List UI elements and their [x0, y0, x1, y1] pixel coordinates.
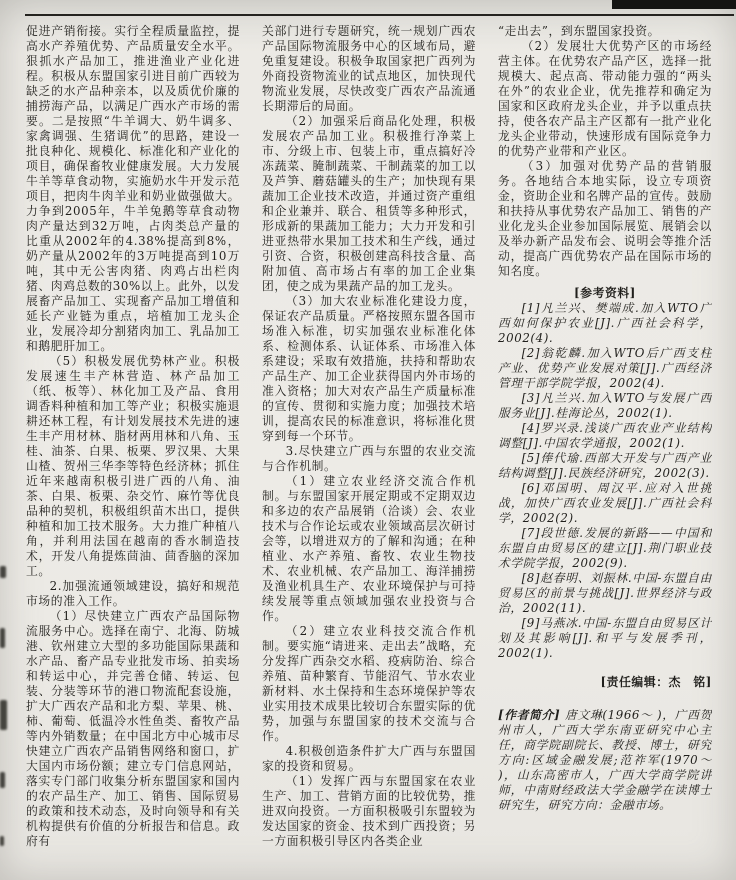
paragraph: （1）建立农业经济交流合作机制。与东盟国家开展定期或不定期双边和多边的农产品展销（洽谈）会、农业技术与合作论坛或农业领域高层次研讨会等，以增进双方的了解和沟通；在种植业、水产养殖、畜牧、农业生物技术、农业机械、农产品加工、海洋捕捞及渔业机具生产、农业环境保护与可持续发展等重点领域加强农业投资与合作。 — [262, 474, 476, 623]
author-bio: [作者简介] 唐文琳(1966～ )，广西贺州市人，广西大学东南亚研究中心主任，商学院副院长、教授、博士，研究方向:区域金融发展;范祚军(1970～ )，山东高密市人，广西大学商学院讲师，中南财经政法大学金融学在读博士研究生，研究方向：金融市场。 — [498, 708, 712, 812]
text-columns — [26, 24, 712, 872]
paragraph-lead: [作者简介] — [498, 708, 566, 722]
column-left — [26, 24, 240, 872]
header-rule — [25, 14, 734, 16]
paragraph: 3.尽快建立广西与东盟的农业交流与合作机制。 — [262, 444, 476, 473]
paragraph: （2）建立农业科技交流合作机制。要实施“请进来、走出去”战略，充分发挥广西杂交水稻、疫病防治、综合养殖、苗种繁育、节能沼气、节水农业新材料、水土保持和生态环境保护等农业实用技术成果比较切合东盟实际的优势，加强与东盟国家的技术交流与合作。 — [262, 624, 476, 743]
paragraph: （5）积极发展优势林产业。积极发展速生丰产林营造、林产品加工（纸、板等）、林化加工及产品、食用调香料种植和加工等产业；积极实施退耕还林工程，有计划发展技术先进的速生丰产用材林、脂材两用林和八角、玉桂、油茶、白果、板栗、罗汉果、大果山楂、贺州三华李等特色经济林；抓住近年来越南积极引进广西的八角、油茶、白果、板栗、杂交竹、麻竹等优良品种的契机，积极组织苗木出口，提供种植和加工技术服务。大力推广种植八角，并利用法国在越南的香水制造技术，开发八角提炼茴油、茴香脑的深加工。 — [26, 354, 240, 578]
column-middle — [262, 24, 476, 872]
scan-artifact — [0, 700, 7, 730]
reference-item: [8]赵春明、刘振林.中国-东盟自由贸易区的前景与挑战[J].世界经济与政治，2002(11). — [498, 571, 712, 615]
editor-line: [责任编辑：杰 铭] — [600, 675, 712, 689]
reference-item: [1]凡兰兴、樊端成.加入WTO广西如何保护农业[J].广西社会科学，2002(4). — [498, 301, 712, 345]
scan-artifact — [0, 836, 4, 846]
paragraph: （2）发展壮大优势产区的市场经营主体。在优势农产品产区，选择一批规模大、起点高、带动能力强的“两头在外”的农业企业，优先推荐和确定为国家和区政府龙头企业，并予以重点扶持，使各农产品主产区都有一批产业化龙头企业带动，快速形成有国际竞争力的优势产业带和产业区。 — [498, 39, 712, 158]
scan-corner-bar — [612, 0, 736, 9]
scan-artifact — [0, 566, 6, 578]
column-right — [498, 24, 712, 872]
scan-artifact — [0, 628, 5, 648]
paragraph: （1）发挥广西与东盟国家在农业生产、加工、营销方面的比较优势，推进双向投资。一方面积极吸引东盟较为发达国家的资金、技术到广西投资；另一方面积极引导区内各类企业 — [262, 774, 476, 848]
paragraph: （2）加强采后商品化处理，积极发展农产品加工业。积极推行净菜上市、分级上市、包装上市，重点搞好冷冻蔬菜、腌制蔬菜、干制蔬菜的加工以及芦笋、蘑菇罐头的生产；加快现有果蔬加工企业技术改造，并通过资产重组和企业兼并、联合、租赁等多种形式，形成新的果蔬加工能力；大力开发和引进亚热带水果加工技术和生产线，通过引资、合资，积极创建高科技含量、高附加值、高市场占有率的加工企业集团，使之成为果蔬产品的加工龙头。 — [262, 114, 476, 293]
reference-item: [7]段世德.发展的新路——中国和东盟自由贸易区的建立[J].荆门职业技术学院学报，2002(9). — [498, 526, 712, 570]
reference-item: [2]翁乾麟.加入WTO后广西支柱产业、优势产业发展对策[J].广西经济管理干部学院学报，2002(4). — [498, 346, 712, 390]
references-heading: [参考资料] — [574, 286, 636, 300]
reference-item: [4]罗兴录.浅谈广西农业产业结构调整[J].中国农学通报，2002(1). — [498, 421, 712, 450]
reference-item: [6]邓国明、周汉平.应对入世挑战，加快广西农业发展[J].广西社会科学，2002(2). — [498, 481, 712, 525]
paragraph: （3）加强对优势产品的营销服务。各地结合本地实际，设立专项资金，资助企业和名牌产品的宣传。鼓励和扶持从事优势农产品加工、销售的产业化龙头企业参加国际展览、展销会以及举办新产品发布会、说明会等推介活动，提高广西优势农产品在国际市场的知名度。 — [498, 159, 712, 278]
paragraph: “走出去”，到东盟国家投资。 — [498, 24, 661, 38]
scan-artifact — [0, 772, 5, 788]
paragraph: 促进产销衔接。实行全程质量监控，提高水产养殖优势、产品质量安全水平。狠抓水产品加工，推进渔业产业化进程。积极从东盟国家引进目前广西较为缺乏的水产品种亲本，以及质优价廉的捕捞海产品，以满足广西水产市场的需要。二是按照“牛羊调大、奶牛调多、家禽调强、生猪调优”的思路，建设一批良种化、规模化、标准化和产业化的项目，确保畜牧业健康发展。大力发展牛羊等草食动物，实施奶水牛开发示范项目，把肉牛肉羊业和奶业做强做大。力争到2005年，牛羊兔鹅等草食动物肉产量达到32万吨，占肉类总产量的比重从2002年的4.38%提高到8%，奶产量从2002年的3万吨提高到10万吨，其中无公害肉猪、肉鸡占出栏肉猪、肉鸡总数的30%以上。此外，以发展畜产品加工、实现畜产品加工增值和延长产业链为重点，培植加工龙头企业，发展冷却分割猪肉加工、乳品加工和鹅肥肝加工。 — [26, 24, 240, 353]
paragraph: 关部门进行专题研究，统一规划广西农产品国际物流服务中心的区域布局，避免重复建设。积极争取国家把广西列为外商投资物流业的试点地区，加快现代物流业发展，尽快改变广西农产品流通长期滞后的局面。 — [262, 24, 476, 113]
reference-item: [3]凡兰兴.加入WTO与发展广西服务业[J].桂海论丛，2002(1). — [498, 391, 712, 420]
reference-item: [5]俸代瑜.西部大开发与广西产业结构调整[J].民族经济研究，2002(3). — [498, 451, 712, 480]
paragraph: （3）加大农业标准化建设力度，保证农产品质量。严格按照东盟各国市场准入标准，切实加强农业标准化体系、检测体系、认证体系、市场准入体系建设；采取有效措施，扶持和帮助农产品生产、加工企业获得国内外市场的准入资格；加大对农产品生产质量标准的宣传、贯彻和实施力度；加强技术培训，提高农民的标准意识，将标准化贯穿到每一个环节。 — [262, 294, 476, 443]
paragraph: 4.积极创造条件扩大广西与东盟国家的投资和贸易。 — [262, 744, 476, 773]
paragraph: （1）尽快建立广西农产品国际物流服务中心。选择在南宁、北海、防城港、钦州建立大型的多功能国际果蔬和水产品、畜产品专业批发市场、拍卖场和转运中心，并完善仓储、转运、包装、分装等环节的港口物流配套设施，扩大广西农产品和北方梨、苹果、桃、柿、葡萄、低温冷水性鱼类、畜牧产品等内外销数量；在中国北方中心城市尽快建立广西农产品销售网络和窗口，扩大国内市场份额；建立专门信息网站，落实专门部门收集分析东盟国家和国内的农产品生产、加工、销售、国际贸易的政策和技术动态，及时向领导和有关机构提供有价值的分析报告和信息。政府有 — [26, 609, 240, 848]
reference-item: [9]马燕冰.中国-东盟自由贸易区计划及其影响[J].和平与发展季刊，2002(1). — [498, 616, 712, 660]
paragraph: 2.加强流通领域建设，搞好和规范市场的准入工作。 — [26, 579, 240, 608]
